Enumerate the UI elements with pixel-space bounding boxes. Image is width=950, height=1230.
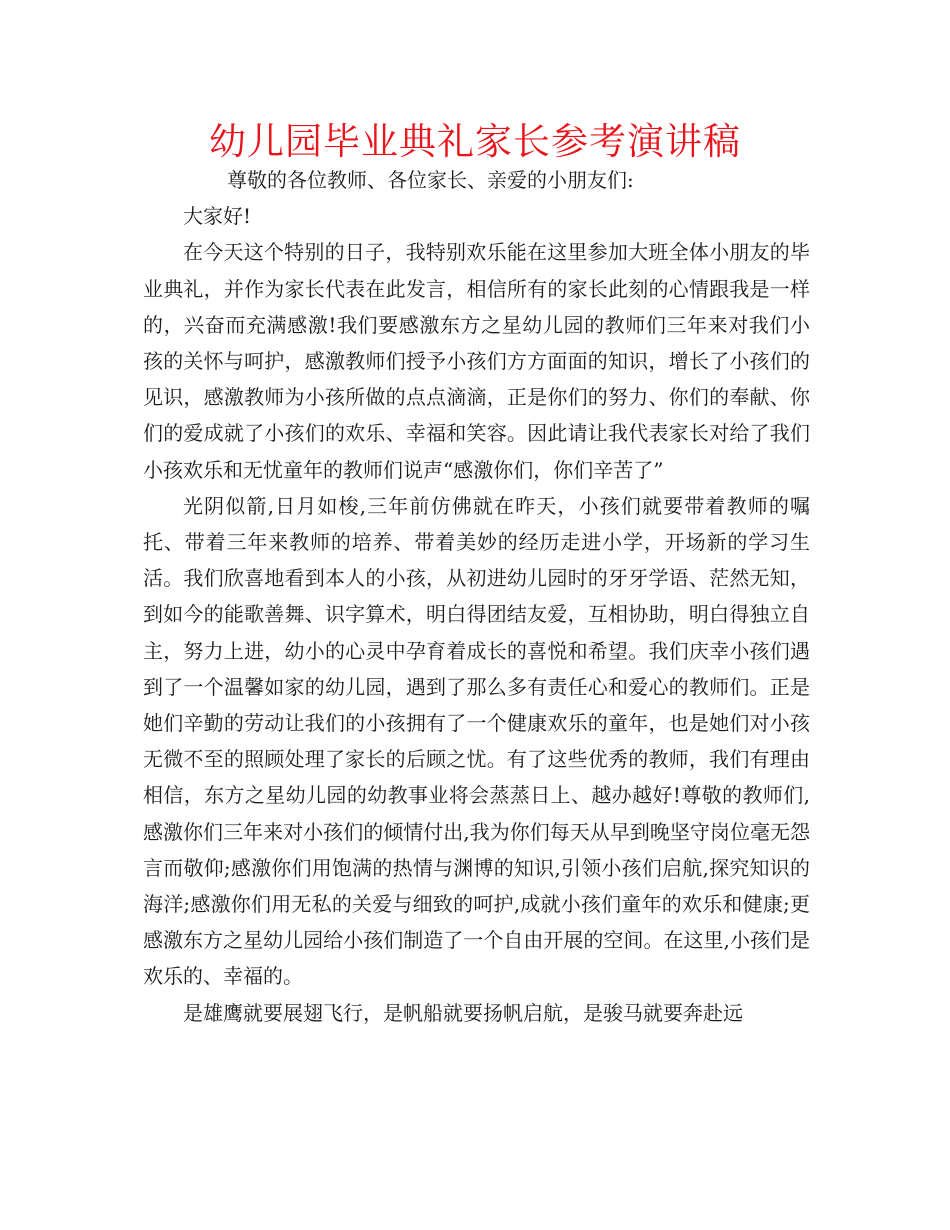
document-title: 幼儿园毕业典礼家长参考演讲稿 bbox=[209, 120, 741, 163]
paragraph-closing: 是雄鹰就要展翅飞行，是帆船就要扬帆启航，是骏马就要奔赴远 bbox=[183, 1000, 743, 1025]
paragraph-greeting: 大家好! bbox=[183, 204, 252, 229]
paragraph-growth: 光阴似箭,日月如梭,三年前仿佛就在昨天，小孩们就要带着教师的嘱托、带着三年来教师的培养、带着美妙的经历走进小学，开场新的学习生活。我们欣喜地看到本人的小孩，从初进幼儿园时的牙牙学语、茫然无知，到如今的能歌善舞、识字算术，明白得团结友爱，互相协助，明白得独立自主，努力上进，幼小的心灵中孕育着成长的喜悦和希望。我们庆幸小孩们遇到了一个温馨如家的幼儿园，遇到了那么多有责任心和爱心的教师们。正是她们辛勤的劳动让我们的小孩拥有了一个健康欢乐的童年，也是她们对小孩无微不至的照顾处理了家长的后顾之忧。有了这些优秀的教师，我们有理由相信，东方之星幼儿园的幼教事业将会蒸蒸日上、越办越好!尊敬的教师们,感激你们三年来对小孩们的倾情付出,我为你们每天从早到晚坚守岗位毫无怨言而敬仰;感激你们用饱满的热情与渊博的知识,引领小孩们启航,探究知识的海洋;感激你们用无私的关爱与细致的呵护,成就小孩们童年的欢乐和健康;更感激东方之星幼儿园给小孩们制造了一个自由开展的空间。在这里,小孩们是欢乐的、幸福的。 bbox=[143, 493, 810, 989]
document-body bbox=[143, 162, 810, 1031]
paragraph-thanks: 在今天这个特别的日子，我特别欢乐能在这里参加大班全体小朋友的毕业典礼，并作为家长代表在此发言，相信所有的家长此刻的心情跟我是一样的，兴奋而充满感激!我们要感激东方之星幼儿园的教师们三年来对我们小孩的关怀与呵护，感激教师们授予小孩们方方面面的知识，增长了小孩们的见识，感激教师为小孩所做的点点滴滴，正是你们的努力、你们的奉献、你们的爱成就了小孩们的欢乐、幸福和笑容。因此请让我代表家长对给了我们小孩欢乐和无忧童年的教师们说声“感激你们，你们辛苦了” bbox=[143, 240, 810, 482]
salutation: 尊敬的各位教师、各位家长、亲爱的小朋友们: bbox=[227, 168, 634, 192]
